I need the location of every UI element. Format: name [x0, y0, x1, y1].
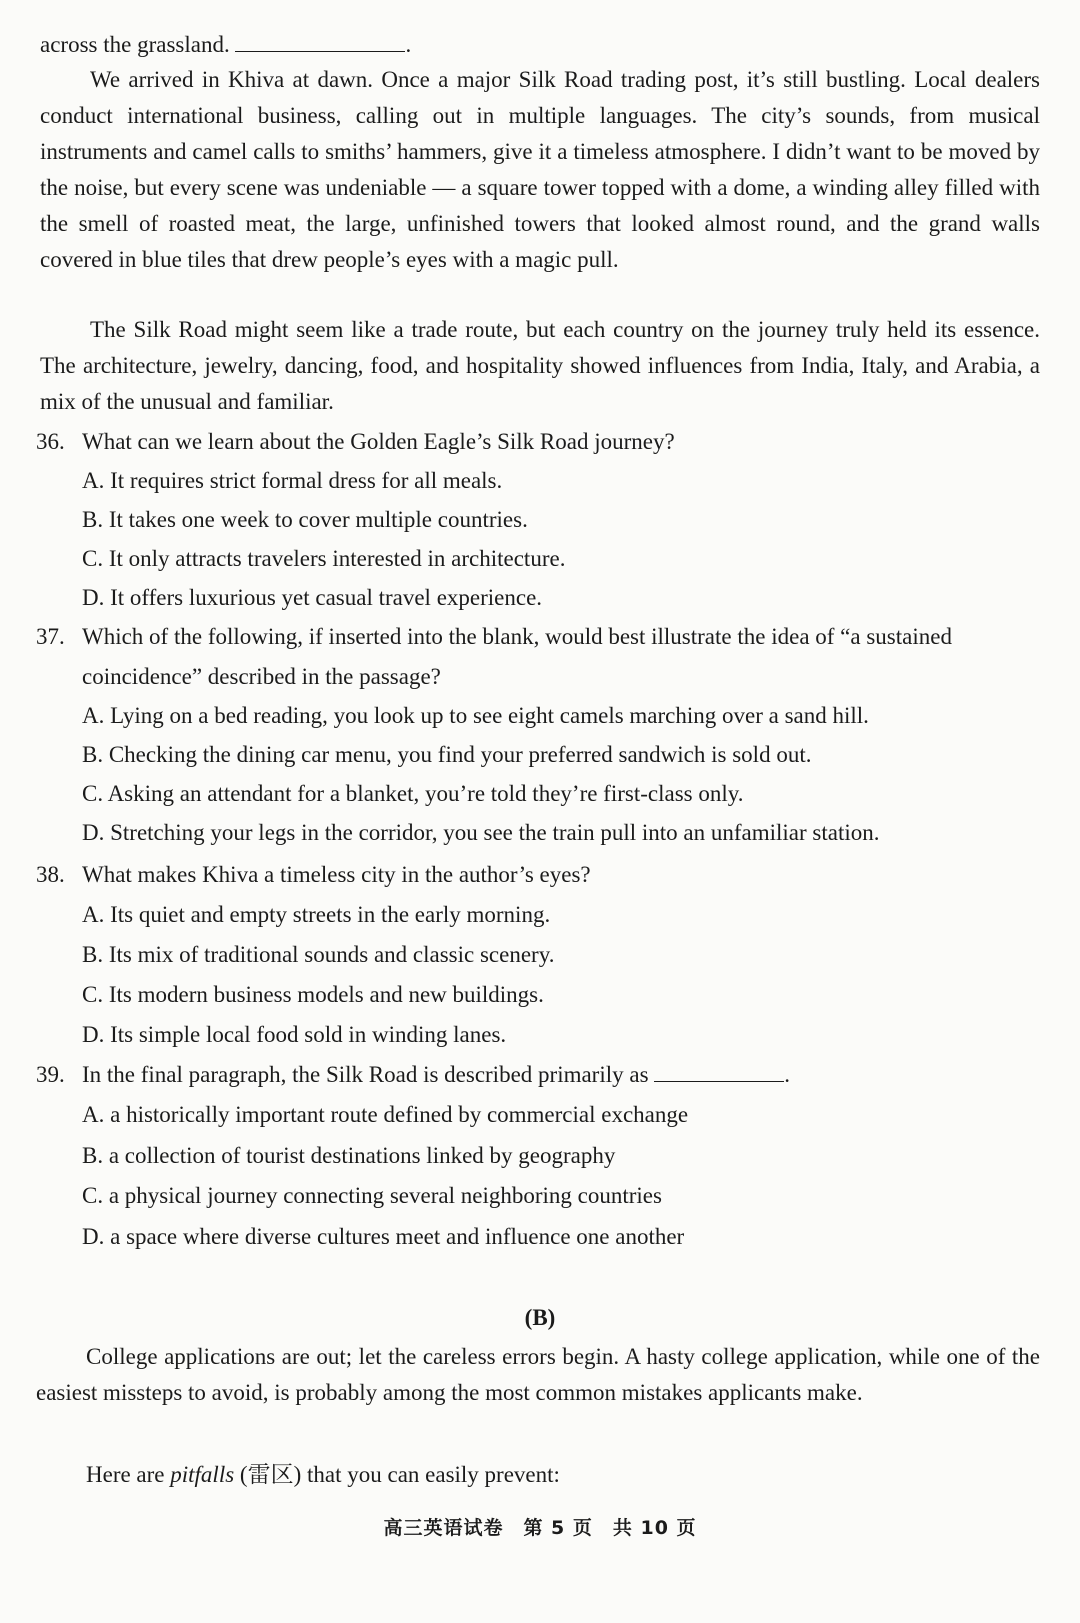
question-37-stem-cont: coincidence” described in the passage?: [82, 664, 441, 689]
option-38-b: B. Its mix of traditional sounds and classic scenery.: [82, 942, 555, 967]
option-38-a: A. Its quiet and empty streets in the early morning.: [82, 902, 551, 927]
option-37-c: C. Asking an attendant for a blanket, you’re told they’re first-class only.: [82, 781, 744, 806]
question-stem: In the final paragraph, the Silk Road is described primarily as: [82, 1062, 649, 1087]
question-36: [36, 424, 1040, 460]
blank-end-mark: .: [784, 1062, 791, 1087]
option-36-a: A. It requires strict formal dress for all meals.: [82, 468, 503, 493]
option-39-d: D. a space where diverse cultures meet and influence one another: [82, 1224, 685, 1249]
paragraph-khiva: We arrived in Khiva at dawn. Once a major Silk Road trading post, it’s still bustling. Local dealers conduct international business, calling out in multiple languages. The city’s sounds, from musical instruments and camel calls to smiths’ hammers, give it a timeless atmosphere. I didn’t want to be moved by the noise, but every scene was undeniable — a square tower topped with a dome, a winding alley filled with the smell of roasted meat, the large, unfinished towers that looked almost round, and the grand walls covered in blue tiles that drew people’s eyes with a magic pull.: [40, 67, 1040, 272]
paragraph-college-applications: College applications are out; let the careless errors begin. A hasty college application, while one of the easiest missteps to avoid, is probably among the most common mistakes applicants make.: [36, 1344, 1040, 1405]
option-38-d: D. Its simple local food sold in winding lanes.: [82, 1022, 507, 1047]
question-39: [36, 1057, 1040, 1093]
question-38: [36, 857, 1040, 893]
question-number: 37.: [36, 624, 65, 649]
question-stem: What can we learn about the Golden Eagle’s Silk Road journey?: [82, 429, 675, 454]
answer-blank-37: [235, 29, 405, 52]
question-number: 38.: [36, 862, 65, 887]
question-stem: What makes Khiva a timeless city in the author’s eyes?: [82, 862, 591, 887]
question-37: [36, 619, 1040, 655]
option-39-a: A. a historically important route defined by commercial exchange: [82, 1102, 689, 1127]
pitfalls-intro: Here are: [86, 1462, 171, 1487]
option-36-c: C. It only attracts travelers interested in architecture.: [82, 546, 566, 571]
option-38-c: C. Its modern business models and new buildings.: [82, 982, 544, 1007]
page-footer: 高三英语试卷 第 5 页 共 10 页: [383, 1517, 697, 1539]
question-number: 39.: [36, 1062, 65, 1087]
grassland-text: across the grassland.: [40, 32, 230, 57]
answer-blank-39: [654, 1059, 784, 1082]
question-number: 36.: [36, 429, 65, 454]
question-stem: Which of the following, if inserted into the blank, would best illustrate the idea of “a sustained: [82, 624, 952, 649]
blank-end-mark: .: [405, 32, 412, 57]
paragraph-pitfalls: [36, 1457, 1036, 1493]
option-36-d: D. It offers luxurious yet casual travel experience.: [82, 585, 543, 610]
option-39-c: C. a physical journey connecting several neighboring countries: [82, 1183, 662, 1208]
option-37-b: B. Checking the dining car menu, you find your preferred sandwich is sold out.: [82, 742, 812, 767]
option-39-b: B. a collection of tourist destinations linked by geography: [82, 1143, 616, 1168]
pitfalls-rest: (雷区) that you can easily prevent:: [234, 1462, 560, 1487]
section-b-heading: (B): [524, 1305, 556, 1330]
option-37-d: D. Stretching your legs in the corridor, you see the train pull into an unfamiliar station.: [82, 820, 880, 845]
passage-line-grassland: [40, 27, 1040, 63]
paragraph-silk-road: The Silk Road might seem like a trade route, but each country on the journey truly held its essence. The architecture, jewelry, dancing, food, and hospitality showed influences from India, Italy, and Arabia, a mix of the unusual and familiar.: [40, 317, 1040, 414]
option-36-b: B. It takes one week to cover multiple countries.: [82, 507, 528, 532]
pitfalls-term: pitfalls: [170, 1462, 235, 1487]
option-37-a: A. Lying on a bed reading, you look up to see eight camels marching over a sand hill.: [82, 703, 869, 728]
